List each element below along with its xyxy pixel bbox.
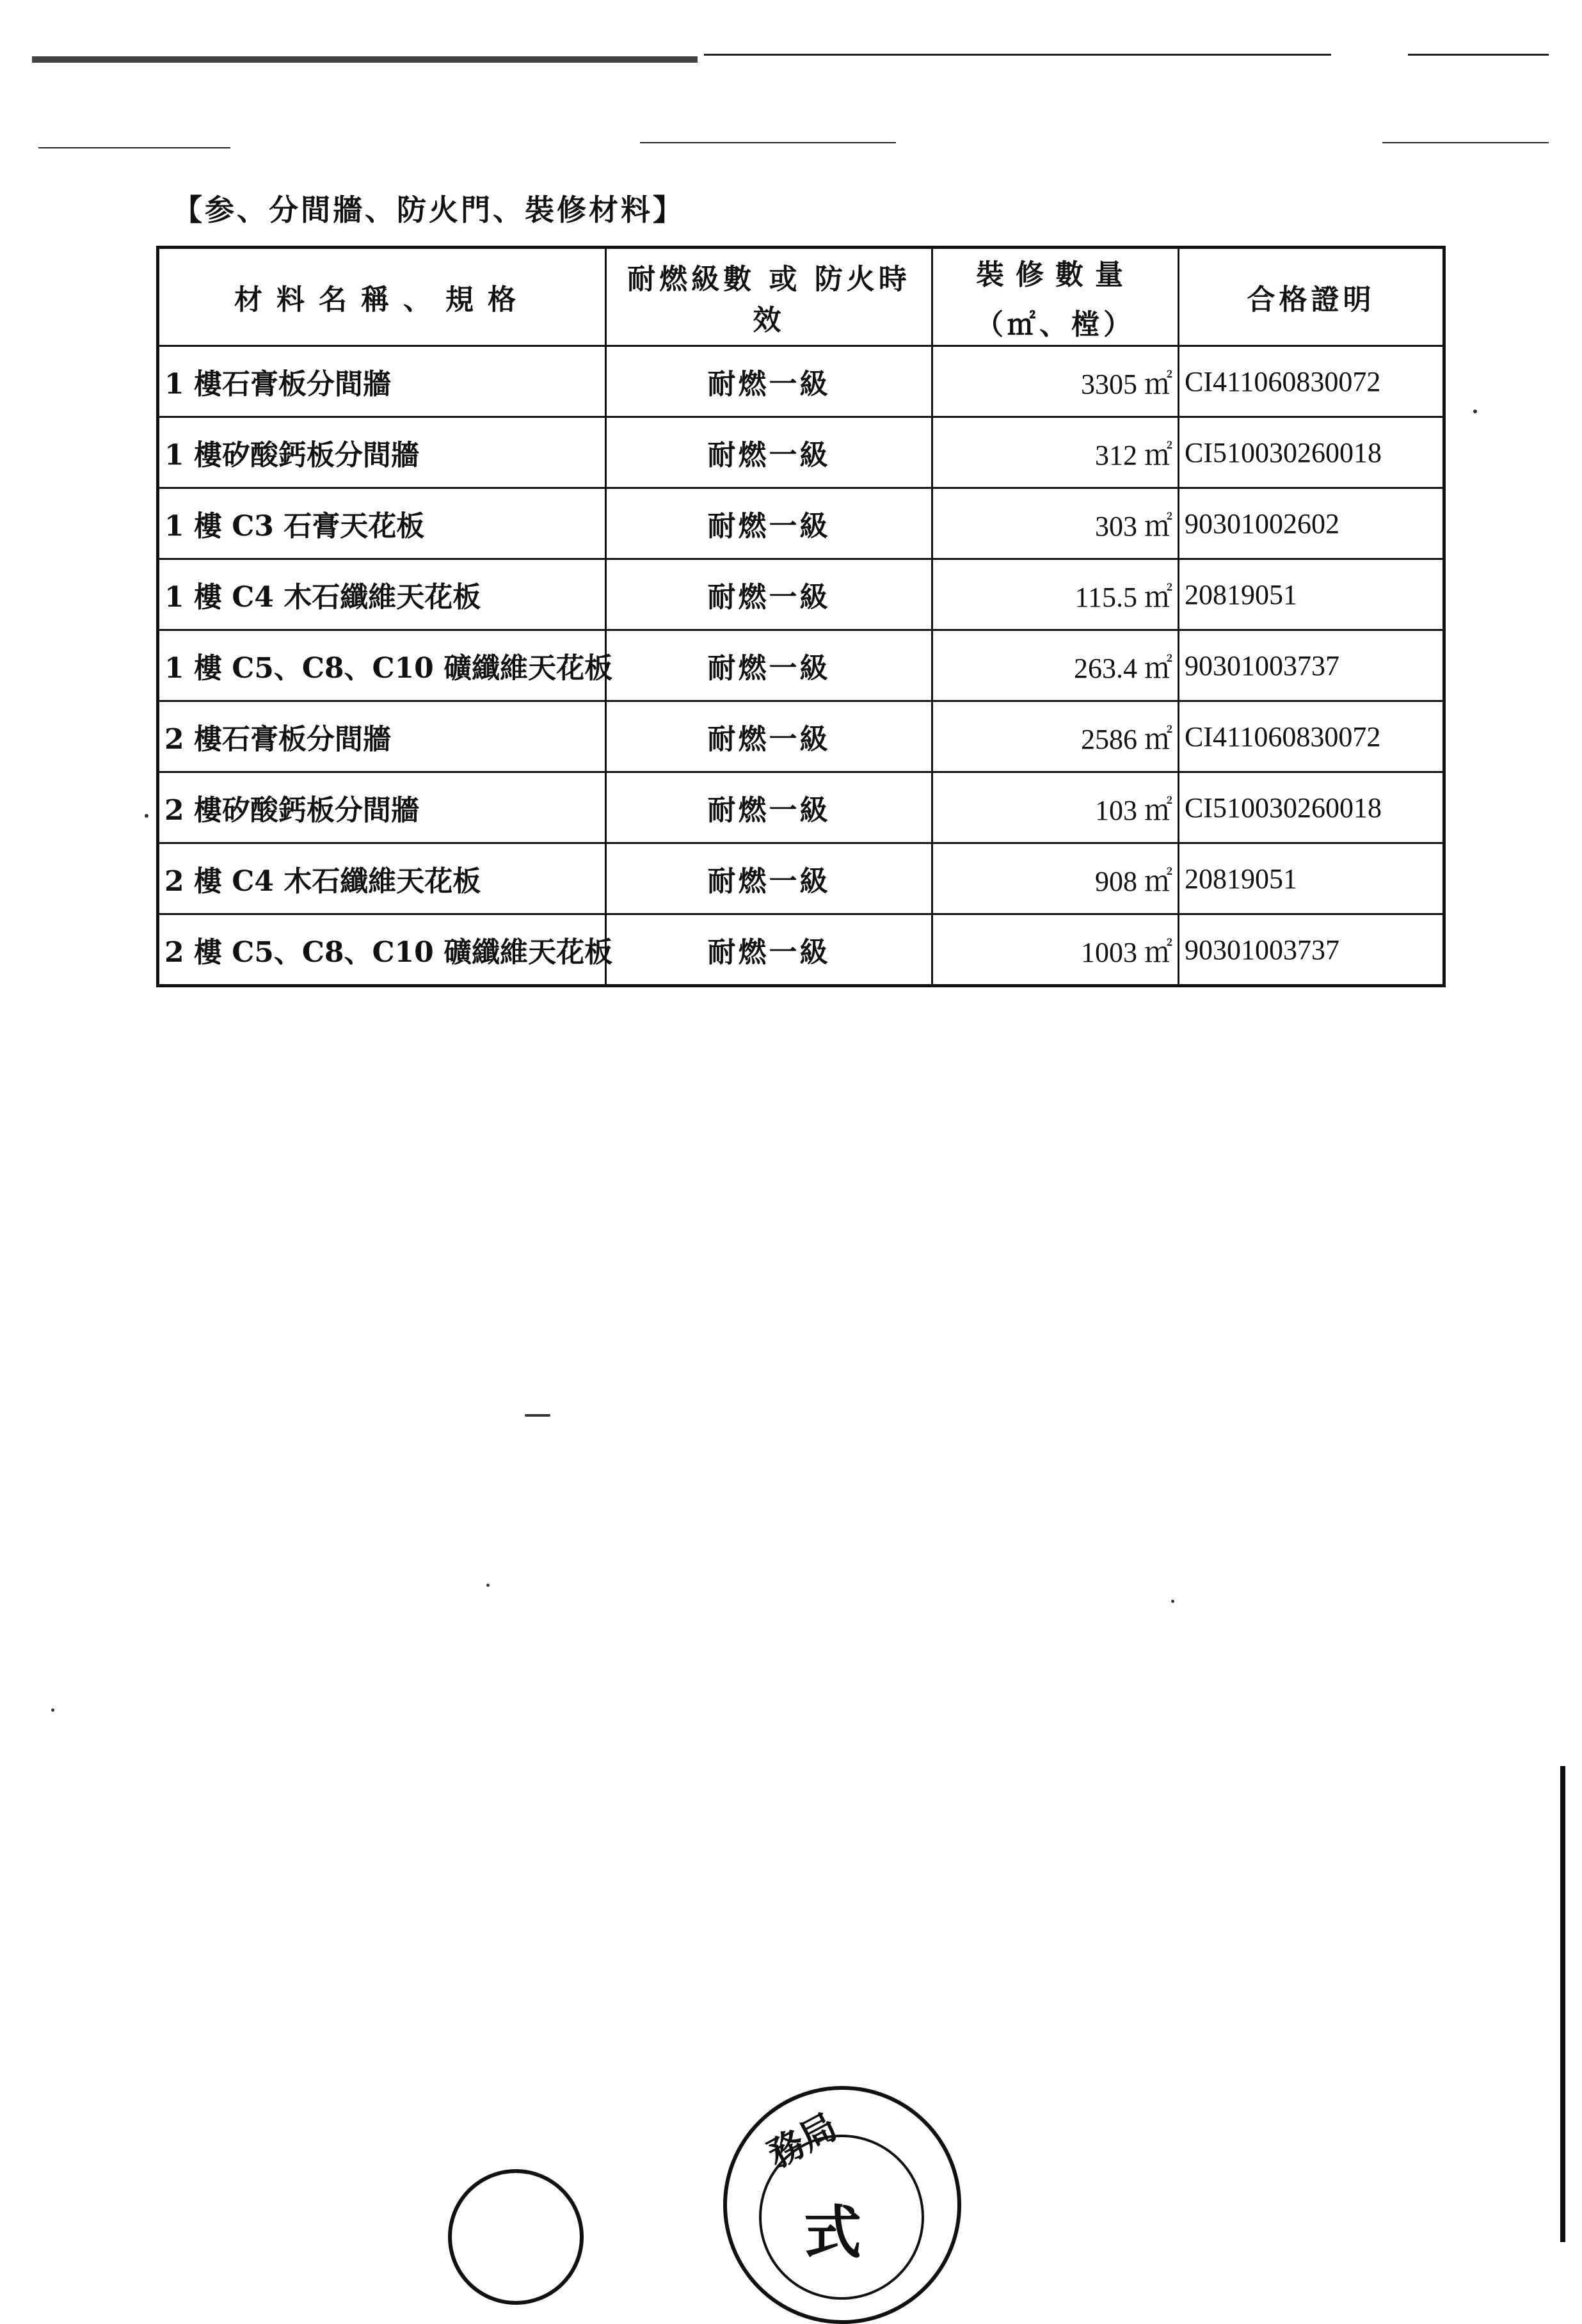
table-row: [158, 914, 1444, 986]
cell-material-name: 2 樓矽酸鈣板分間牆: [158, 772, 606, 843]
cell-certificate: CI510030260018: [1179, 772, 1444, 843]
scan-speck: [486, 1584, 490, 1587]
scan-speck: [525, 1414, 550, 1417]
cell-certificate: CI411060830072: [1179, 346, 1444, 417]
scan-artifact-line: [704, 54, 1331, 56]
cell-material-name: 1 樓矽酸鈣板分間牆: [158, 417, 606, 488]
scan-artifact-line: [1382, 142, 1549, 143]
header-certificate: 合格證明: [1179, 248, 1444, 346]
cell-certificate: 90301002602: [1179, 488, 1444, 559]
cell-fire-rating: 耐燃一級: [606, 346, 932, 417]
cell-certificate: 90301003737: [1179, 630, 1444, 701]
table-row: [158, 417, 1444, 488]
table-row: [158, 559, 1444, 630]
cell-quantity: 303 ㎡: [932, 488, 1179, 559]
table-row: [158, 488, 1444, 559]
cell-certificate: 20819051: [1179, 843, 1444, 914]
scan-artifact-line: [1408, 54, 1549, 56]
materials-table: [156, 246, 1446, 987]
table-row: [158, 772, 1444, 843]
cell-quantity: 1003 ㎡: [932, 914, 1179, 986]
cell-quantity: 3305 ㎡: [932, 346, 1179, 417]
cell-quantity: 263.4 ㎡: [932, 630, 1179, 701]
cell-fire-rating: 耐燃一級: [606, 559, 932, 630]
cell-material-name: 1 樓 C3 石膏天花板: [158, 488, 606, 559]
cell-quantity: 2586 ㎡: [932, 701, 1179, 772]
cell-certificate: CI510030260018: [1179, 417, 1444, 488]
cell-fire-rating: 耐燃一級: [606, 488, 932, 559]
scan-speck: [145, 814, 148, 818]
scan-edge-line: [1560, 1766, 1565, 2242]
scan-speck: [1473, 410, 1477, 413]
official-seal-partial: [448, 2169, 584, 2305]
seal-center-text: 式: [804, 2199, 861, 2266]
header-quantity-label: 裝修數量: [976, 259, 1135, 291]
cell-fire-rating: 耐燃一級: [606, 630, 932, 701]
table-row: [158, 843, 1444, 914]
scan-artifact-line: [38, 147, 230, 148]
cell-quantity: 103 ㎡: [932, 772, 1179, 843]
cell-quantity: 908 ㎡: [932, 843, 1179, 914]
table-header-row: [158, 248, 1444, 346]
cell-material-name: 2 樓 C5、C8、C10 礦纖維天花板: [158, 914, 606, 986]
header-fire-rating: 耐燃級數 或 防火時效: [606, 248, 932, 346]
cell-material-name: 2 樓 C4 木石纖維天花板: [158, 843, 606, 914]
scan-speck: [51, 1708, 54, 1712]
cell-certificate: CI411060830072: [1179, 701, 1444, 772]
cell-fire-rating: 耐燃一級: [606, 772, 932, 843]
cell-fire-rating: 耐燃一級: [606, 914, 932, 986]
table-row: [158, 701, 1444, 772]
header-quantity: [932, 248, 1179, 346]
cell-quantity: 115.5 ㎡: [932, 559, 1179, 630]
cell-fire-rating: 耐燃一級: [606, 417, 932, 488]
scan-artifact-line: [640, 142, 896, 143]
cell-quantity: 312 ㎡: [932, 417, 1179, 488]
header-material-name: 材料名稱、規格: [158, 248, 606, 346]
cell-material-name: 1 樓 C5、C8、C10 礦纖維天花板: [158, 630, 606, 701]
table-row: [158, 346, 1444, 417]
cell-material-name: 1 樓石膏板分間牆: [158, 346, 606, 417]
official-seal: [723, 2086, 961, 2324]
header-quantity-unit: （㎡、樘）: [975, 308, 1135, 341]
cell-material-name: 1 樓 C4 木石纖維天花板: [158, 559, 606, 630]
cell-certificate: 20819051: [1179, 559, 1444, 630]
cell-material-name: 2 樓石膏板分間牆: [158, 701, 606, 772]
table-body: [158, 346, 1444, 986]
seal-arc-text: 務局: [760, 2105, 844, 2176]
scan-artifact-line: [32, 56, 698, 63]
table-row: [158, 630, 1444, 701]
scan-speck: [1171, 1600, 1174, 1603]
cell-fire-rating: 耐燃一級: [606, 843, 932, 914]
cell-certificate: 90301003737: [1179, 914, 1444, 986]
section-title: 【参、分間牆、防火門、裝修材料】: [173, 193, 685, 227]
cell-fire-rating: 耐燃一級: [606, 701, 932, 772]
